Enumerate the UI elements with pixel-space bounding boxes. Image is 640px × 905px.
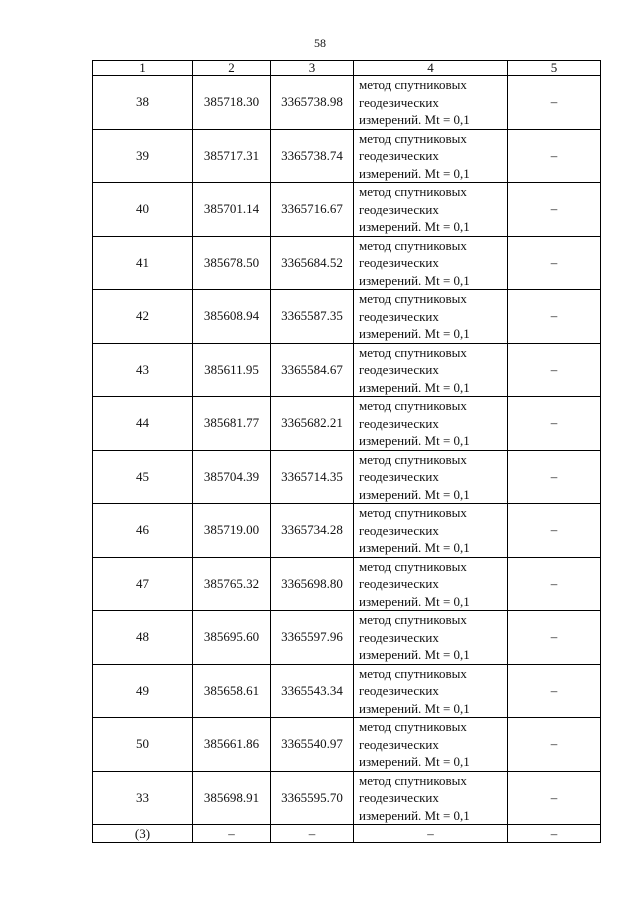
header-cell-5: 5 — [508, 61, 601, 76]
x-coordinate-cell: 385704.39 — [193, 450, 271, 504]
column5-cell: – — [508, 504, 601, 558]
point-number-cell: 42 — [93, 290, 193, 344]
x-coordinate-cell: 385611.95 — [193, 343, 271, 397]
method-line: геодезических — [359, 576, 439, 591]
method-line: геодезических — [359, 255, 439, 270]
column5-cell: – — [508, 397, 601, 451]
point-number-cell: 40 — [93, 183, 193, 237]
method-cell — [354, 718, 508, 772]
method-cell — [354, 771, 508, 825]
method-line: измерений. Mt = 0,1 — [359, 433, 470, 448]
method-line: измерений. Mt = 0,1 — [359, 165, 470, 181]
x-coordinate-cell: 385661.86 — [193, 718, 271, 772]
x-coordinate-cell: 385717.31 — [193, 129, 271, 183]
method-cell — [354, 397, 508, 451]
y-coordinate-cell: 3365587.35 — [271, 290, 354, 344]
table-row — [93, 664, 601, 718]
table-header-row — [93, 61, 601, 76]
column5-cell: – — [508, 718, 601, 772]
method-line: метод спутниковых — [359, 772, 467, 788]
method-line: метод спутниковых — [359, 719, 467, 734]
method-line: измерений. Mt = 0,1 — [359, 754, 470, 769]
y-coordinate-cell: 3365682.21 — [271, 397, 354, 451]
point-number-cell: 33 — [93, 771, 193, 825]
table-row — [93, 76, 601, 130]
method-line: измерений. Mt = 0,1 — [359, 593, 470, 609]
header-cell-4: 4 — [354, 61, 508, 76]
column5-cell: – — [508, 664, 601, 718]
method-line: метод спутниковых — [359, 77, 467, 92]
method-line: геодезических — [359, 94, 439, 110]
method-cell — [354, 290, 508, 344]
y-coordinate-cell: 3365714.35 — [271, 450, 354, 504]
method-line: метод спутниковых — [359, 130, 467, 146]
closing-row-cell: – — [193, 825, 271, 843]
method-line: метод спутниковых — [359, 344, 467, 360]
method-line: метод спутниковых — [359, 451, 467, 467]
method-line: измерений. Mt = 0,1 — [359, 647, 470, 662]
method-line: метод спутниковых — [359, 237, 467, 253]
method-cell — [354, 76, 508, 130]
closing-row-cell: – — [354, 825, 508, 843]
method-line: геодезических — [359, 148, 439, 163]
point-number-cell: 43 — [93, 343, 193, 397]
point-number-cell: 41 — [93, 236, 193, 290]
column5-cell: – — [508, 236, 601, 290]
method-line: метод спутниковых — [359, 665, 467, 681]
y-coordinate-cell: 3365684.52 — [271, 236, 354, 290]
y-coordinate-cell: 3365738.74 — [271, 129, 354, 183]
x-coordinate-cell: 385678.50 — [193, 236, 271, 290]
y-coordinate-cell: 3365597.96 — [271, 611, 354, 665]
method-line: метод спутниковых — [359, 558, 467, 574]
closing-row-cell: (3) — [93, 825, 193, 843]
column5-cell: – — [508, 771, 601, 825]
point-number-cell: 45 — [93, 450, 193, 504]
method-line: измерений. Mt = 0,1 — [359, 379, 470, 395]
header-cell-2: 2 — [193, 61, 271, 76]
column5-cell: – — [508, 290, 601, 344]
method-cell — [354, 611, 508, 665]
column5-cell: – — [508, 343, 601, 397]
point-number-cell: 44 — [93, 397, 193, 451]
y-coordinate-cell: 3365540.97 — [271, 718, 354, 772]
column5-cell: – — [508, 183, 601, 237]
table-row — [93, 557, 601, 611]
y-coordinate-cell: 3365698.80 — [271, 557, 354, 611]
column5-cell: – — [508, 450, 601, 504]
table-row — [93, 397, 601, 451]
point-number-cell: 50 — [93, 718, 193, 772]
method-line: геодезических — [359, 201, 439, 217]
method-line: геодезических — [359, 362, 439, 377]
y-coordinate-cell: 3365584.67 — [271, 343, 354, 397]
method-cell — [354, 450, 508, 504]
point-number-cell: 39 — [93, 129, 193, 183]
closing-row-cell: – — [508, 825, 601, 843]
y-coordinate-cell: 3365595.70 — [271, 771, 354, 825]
method-line: измерений. Mt = 0,1 — [359, 272, 470, 288]
point-number-cell: 46 — [93, 504, 193, 558]
x-coordinate-cell: 385719.00 — [193, 504, 271, 558]
method-line: измерений. Mt = 0,1 — [359, 807, 470, 823]
x-coordinate-cell: 385698.91 — [193, 771, 271, 825]
table-row — [93, 450, 601, 504]
method-line: измерений. Mt = 0,1 — [359, 540, 470, 555]
table-row — [93, 290, 601, 344]
closing-row — [93, 825, 601, 843]
method-line: геодезических — [359, 683, 439, 698]
column5-cell: – — [508, 129, 601, 183]
method-line: метод спутниковых — [359, 505, 467, 520]
header-cell-1: 1 — [93, 61, 193, 76]
y-coordinate-cell: 3365738.98 — [271, 76, 354, 130]
x-coordinate-cell: 385658.61 — [193, 664, 271, 718]
method-line: метод спутниковых — [359, 612, 467, 627]
method-cell — [354, 183, 508, 237]
method-line: измерений. Mt = 0,1 — [359, 486, 470, 502]
method-line: геодезических — [359, 415, 439, 431]
method-line: геодезических — [359, 308, 439, 324]
method-cell — [354, 557, 508, 611]
x-coordinate-cell: 385681.77 — [193, 397, 271, 451]
method-cell — [354, 236, 508, 290]
table-row — [93, 129, 601, 183]
x-coordinate-cell: 385718.30 — [193, 76, 271, 130]
point-number-cell: 38 — [93, 76, 193, 130]
table-row — [93, 504, 601, 558]
column5-cell: – — [508, 557, 601, 611]
method-cell — [354, 343, 508, 397]
page-number: 58 — [314, 36, 326, 50]
x-coordinate-cell: 385695.60 — [193, 611, 271, 665]
table-row — [93, 718, 601, 772]
method-line: измерений. Mt = 0,1 — [359, 219, 470, 234]
method-line: геодезических — [359, 790, 439, 805]
method-line: геодезических — [359, 736, 439, 752]
x-coordinate-cell: 385608.94 — [193, 290, 271, 344]
table-row — [93, 611, 601, 665]
method-line: геодезических — [359, 469, 439, 484]
table-row — [93, 771, 601, 825]
method-line: измерений. Mt = 0,1 — [359, 700, 470, 716]
method-line: геодезических — [359, 522, 439, 538]
method-cell — [354, 129, 508, 183]
y-coordinate-cell: 3365734.28 — [271, 504, 354, 558]
table-row — [93, 236, 601, 290]
method-line: метод спутниковых — [359, 184, 467, 199]
method-cell — [354, 504, 508, 558]
method-line: измерений. Mt = 0,1 — [359, 326, 470, 341]
column5-cell: – — [508, 611, 601, 665]
header-cell-3: 3 — [271, 61, 354, 76]
point-number-cell: 49 — [93, 664, 193, 718]
y-coordinate-cell: 3365543.34 — [271, 664, 354, 718]
method-line: метод спутниковых — [359, 398, 467, 413]
point-number-cell: 47 — [93, 557, 193, 611]
table-row — [93, 343, 601, 397]
coordinates-table — [92, 60, 601, 843]
x-coordinate-cell: 385765.32 — [193, 557, 271, 611]
table-row — [93, 183, 601, 237]
point-number-cell: 48 — [93, 611, 193, 665]
method-line: измерений. Mt = 0,1 — [359, 112, 470, 127]
column5-cell: – — [508, 76, 601, 130]
closing-row-cell: – — [271, 825, 354, 843]
y-coordinate-cell: 3365716.67 — [271, 183, 354, 237]
x-coordinate-cell: 385701.14 — [193, 183, 271, 237]
method-line: геодезических — [359, 629, 439, 645]
method-line: метод спутниковых — [359, 291, 467, 306]
method-cell — [354, 664, 508, 718]
